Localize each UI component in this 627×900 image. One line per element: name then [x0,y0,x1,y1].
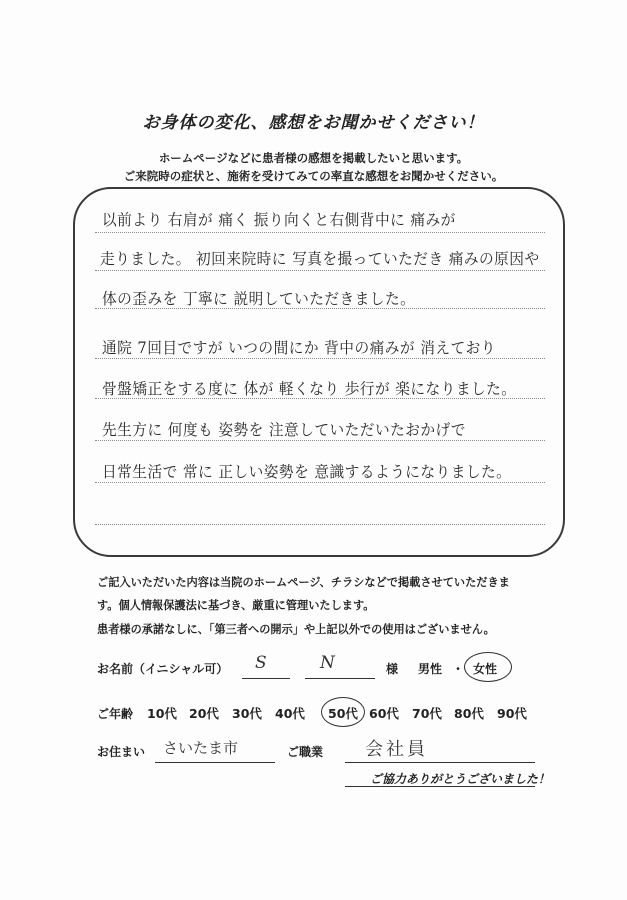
age-label: ご年齢 [97,707,134,721]
initial-2-underline [305,678,375,679]
notice-line-2: す。個人情報保護法に基づき、厳重に管理いたします。 [97,599,375,612]
gender-male[interactable]: 男性 [418,662,443,676]
age-option-10[interactable]: 10代 [147,706,177,721]
testimonial-line-6: 先生方に 何度も 姿勢を 注意していただいたおかげで [102,421,466,439]
initial-2[interactable]: N [320,653,335,673]
gender-separator: ・ [452,662,465,676]
thanks-underline [345,786,535,787]
address-underline [155,762,275,763]
age-option-90[interactable]: 90代 [497,706,527,721]
gender-female[interactable]: 女性 [473,662,498,676]
ruled-line [95,270,545,271]
age-option-20[interactable]: 20代 [189,706,219,721]
address-value[interactable]: さいたま市 [163,739,239,757]
notice-line-3: 患者様の承諾なしに、「第三者への開示」や上記以外での使用はございません。 [97,623,495,636]
age-option-40[interactable]: 40代 [275,706,305,721]
age-selected-circle [321,697,365,727]
testimonial-line-5: 骨盤矯正をする度に 体が 軽くなり 歩行が 楽になりました。 [102,380,517,398]
thanks-message: ご協力ありがとうございました！ [370,772,551,786]
occupation-underline [345,762,535,763]
occupation-label: ご職業 [287,745,324,759]
ruled-line [95,232,545,233]
testimonial-line-4: 通院 7回目ですが いつの間にか 背中の痛みが 消えており [102,339,496,357]
ruled-line [95,440,545,441]
testimonial-line-3: 体の歪みを 丁寧に 説明していただきました。 [102,290,416,308]
ruled-line [95,482,545,483]
address-label: お住まい [97,745,146,759]
age-option-30[interactable]: 30代 [232,706,262,721]
honorific: 様 [386,662,399,676]
testimonial-line-7: 日常生活で 常に 正しい姿勢を 意識するようになりました。 [102,463,512,481]
subtitle-1: ホームページなどに患者様の感想を掲載したいと思います。 [158,151,469,165]
name-label: お名前（イニシャル可） [97,662,229,676]
initial-1-underline [242,678,290,679]
testimonial-line-2: 走りました。 初回来院時に 写真を撮っていただき 痛みの原因や [100,250,540,268]
ruled-line [95,524,545,525]
notice-line-1: ご記入いただいた内容は当院のホームページ、チラシなどで掲載させていただきま [97,576,510,589]
ruled-line [95,358,545,359]
age-option-50[interactable]: 50代 [328,706,358,721]
age-option-70[interactable]: 70代 [412,706,442,721]
page-title: お身体の変化、感想をお聞かせください！ [142,113,485,133]
subtitle-2: ご来院時の症状と、施術を受けてみての率直な感想をお聞かせください。 [123,169,504,183]
occupation-value[interactable]: 会社員 [365,739,428,760]
initial-1[interactable]: S [255,653,267,673]
age-option-60[interactable]: 60代 [369,706,399,721]
gender-selected-circle [464,652,512,682]
testimonial-box [73,187,565,557]
age-option-80[interactable]: 80代 [454,706,484,721]
testimonial-line-1: 以前より 右肩が 痛く 振り向くと右側背中に 痛みが [102,211,456,229]
